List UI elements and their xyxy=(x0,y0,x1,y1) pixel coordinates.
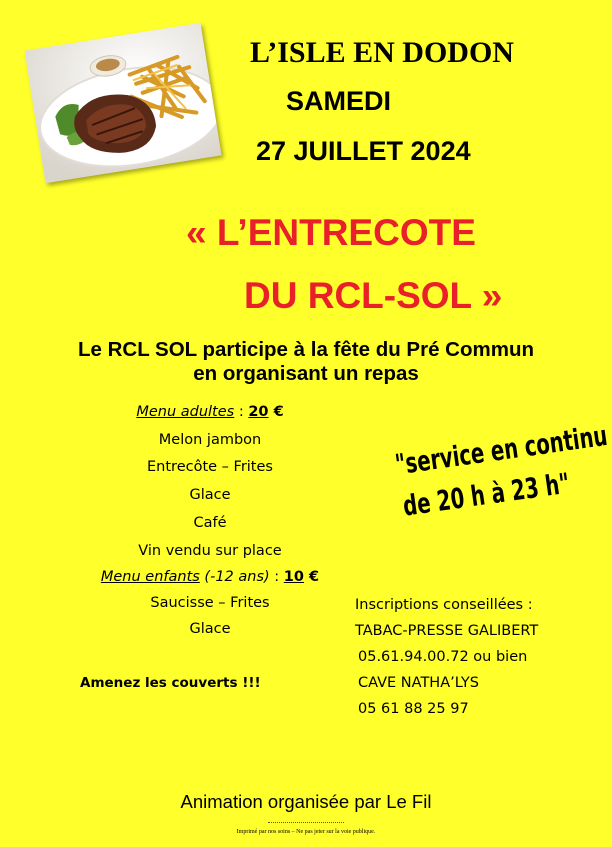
menu-children-currency: € xyxy=(303,569,320,585)
intro-line-1: Le RCL SOL participe à la fête du Pré Commun xyxy=(77,338,535,361)
menu-adults-price: 20 xyxy=(248,404,269,420)
menu-children-item: Saucisse – Frites xyxy=(150,595,270,611)
inscriptions-place-2: CAVE NATHA’LYS xyxy=(358,675,479,691)
menu-children-label: Menu enfants xyxy=(100,569,200,585)
event-title-line-2: DU RCL-SOL » xyxy=(244,275,503,316)
service-hours-stamp xyxy=(369,417,608,596)
menu-adults-heading xyxy=(60,404,360,420)
menu-adults-label: Menu adultes xyxy=(136,404,235,420)
menu-adults-currency: € xyxy=(268,404,284,420)
menu-adults-item: Vin vendu sur place xyxy=(138,543,282,559)
town-name: L’ISLE EN DODON xyxy=(250,36,514,69)
event-date: 27 JUILLET 2024 xyxy=(256,136,471,166)
menu-children-separator: : xyxy=(269,569,284,585)
inscriptions-phone-1: 05.61.94.00.72 ou bien xyxy=(358,649,528,665)
intro-line-2: en organisant un repas xyxy=(193,362,419,385)
menu-adults-item: Melon jambon xyxy=(158,432,262,448)
animation-credit: Animation organisée par Le Fil xyxy=(180,791,432,812)
steak-fries-illustration xyxy=(25,23,222,183)
menu-children-heading xyxy=(60,569,360,585)
inscriptions-phone-2: 05 61 88 25 97 xyxy=(358,701,469,717)
fine-print: Imprimé par nos soins – Ne pas jeter sur la voie publique. xyxy=(236,829,376,835)
inscriptions-title: Inscriptions conseillées : xyxy=(355,597,533,613)
menu-children-price: 10 xyxy=(283,569,304,585)
menu-adults-item: Glace xyxy=(189,487,231,503)
menu-adults-separator: : xyxy=(234,404,249,420)
menu-children-item: Glace xyxy=(189,621,231,637)
footer-divider xyxy=(268,822,344,823)
service-line-2: de 20 h à 23 h" xyxy=(400,466,572,523)
menu-adults-item: Café xyxy=(193,515,227,531)
bring-cutlery-note: Amenez les couverts !!! xyxy=(80,675,261,691)
inscriptions-place-1: TABAC-PRESSE GALIBERT xyxy=(355,623,539,639)
event-title-line-1: « L’ENTRECOTE xyxy=(186,212,476,253)
event-day: SAMEDI xyxy=(286,86,392,116)
menu-children-age: (-12 ans) xyxy=(199,569,270,585)
service-line-1: "service en continu xyxy=(393,418,610,482)
steak-fries-photo xyxy=(25,23,222,183)
menu-adults-item: Entrecôte – Frites xyxy=(147,459,273,475)
